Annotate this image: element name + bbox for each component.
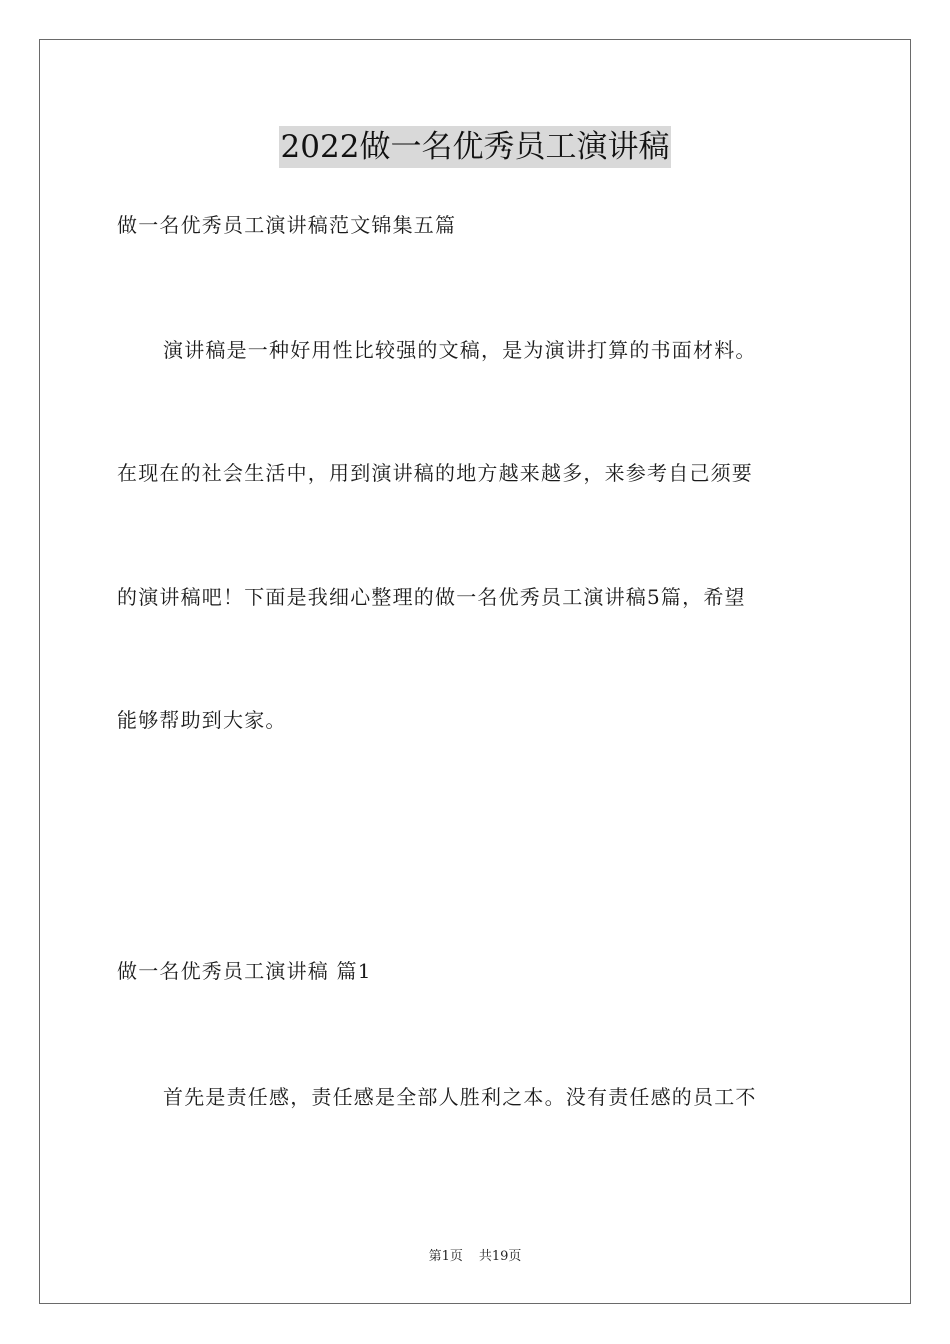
section-heading: 做一名优秀员工演讲稿 篇1: [117, 959, 372, 983]
paragraph-line-1: 演讲稿是一种好用性比较强的文稿，是为演讲打算的书面材料。: [163, 338, 757, 362]
document-title: 2022做一名优秀员工演讲稿: [279, 126, 672, 168]
paragraph-line-3: 的演讲稿吧！下面是我细心整理的做一名优秀员工演讲稿5篇，希望: [117, 585, 746, 609]
title-container: [0, 126, 950, 168]
section-paragraph-line: 首先是责任感，责任感是全部人胜利之本。没有责任感的员工不: [163, 1085, 757, 1109]
page-number: 第1页: [428, 1249, 463, 1264]
page-footer: [0, 1248, 950, 1266]
document-subtitle: 做一名优秀员工演讲稿范文锦集五篇: [117, 213, 457, 237]
page-total: 共19页: [478, 1249, 522, 1264]
paragraph-line-4: 能够帮助到大家。: [117, 708, 287, 732]
paragraph-line-2: 在现在的社会生活中，用到演讲稿的地方越来越多，来参考自己须要: [117, 461, 753, 485]
